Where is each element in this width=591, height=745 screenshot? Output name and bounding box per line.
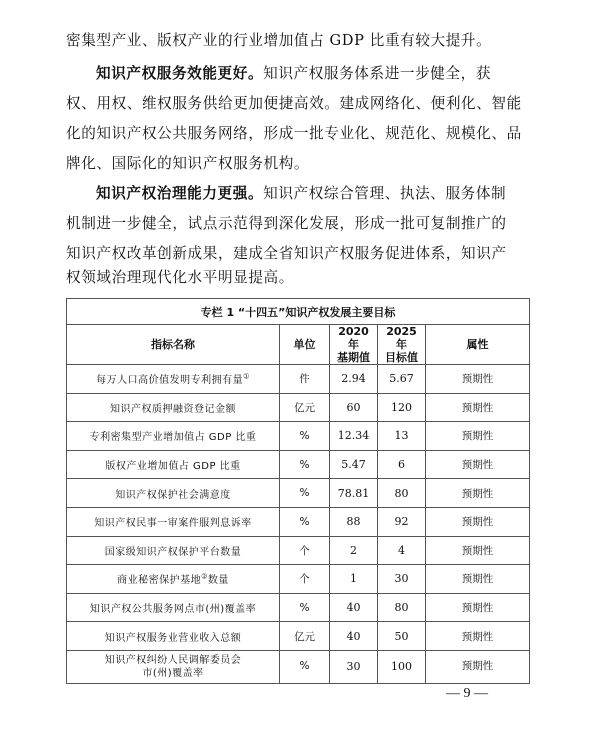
unit-cell: % xyxy=(280,507,330,536)
attribute-cell: 预期性 xyxy=(426,650,530,683)
indicator-name: 知识产权保护社会满意度 xyxy=(67,479,280,508)
header-indicator: 指标名称 xyxy=(67,325,280,365)
table-row xyxy=(67,479,530,508)
indicator-text: 市(州)覆盖率 xyxy=(142,667,204,679)
header-base-value xyxy=(330,325,378,365)
base-value-cell: 88 xyxy=(330,507,378,536)
base-value-cell: 5.47 xyxy=(330,450,378,479)
table-title: 专栏 1 “十四五”知识产权发展主要目标 xyxy=(67,299,530,325)
body-text: 知识产权综合管理、执法、服务体制 xyxy=(263,185,507,202)
indicator-name: 版权产业增加值占 GDP 比重 xyxy=(67,450,280,479)
target-value-cell: 92 xyxy=(378,507,426,536)
table-title-row xyxy=(67,299,530,325)
attribute-cell: 预期性 xyxy=(426,507,530,536)
table-row xyxy=(67,365,530,394)
indicator-name xyxy=(67,650,280,683)
target-value-cell: 6 xyxy=(378,450,426,479)
indicator-name: 专利密集型产业增加值占 GDP 比重 xyxy=(67,422,280,451)
attribute-cell: 预期性 xyxy=(426,422,530,451)
target-value-cell: 13 xyxy=(378,422,426,451)
table-row xyxy=(67,450,530,479)
body-line: 密集型产业、版权产业的行业增加值占 GDP 比重有较大提升。 xyxy=(66,32,492,49)
indicator-name xyxy=(67,365,280,394)
body-line: 知识产权改革创新成果，建成全省知识产权服务促进体系，知识产 xyxy=(66,245,507,262)
indicator-text: 数量 xyxy=(207,575,229,587)
footnote-marker: ① xyxy=(243,372,250,381)
body-text: 知识产权服务体系进一步健全，获 xyxy=(263,65,492,82)
indicator-text: 知识产权纠纷人民调解委员会 xyxy=(104,654,242,666)
indicator-name: 国家级知识产权保护平台数量 xyxy=(67,536,280,565)
table-row xyxy=(67,593,530,622)
indicator-name: 知识产权公共服务网点市(州)覆盖率 xyxy=(67,593,280,622)
table-row xyxy=(67,536,530,565)
indicator-name: 知识产权质押融资登记金额 xyxy=(67,393,280,422)
page-number: — 9 — xyxy=(446,686,488,701)
footnote-marker: ② xyxy=(201,573,208,582)
header-base-year: 2020 年 xyxy=(338,325,369,351)
target-value-cell: 120 xyxy=(378,393,426,422)
unit-cell: % xyxy=(280,450,330,479)
body-line: 权领域治理现代化水平明显提高。 xyxy=(66,269,294,286)
body-line: 机制进一步健全，试点示范得到深化发展，形成一批可复制推广的 xyxy=(66,215,507,232)
unit-cell: 亿元 xyxy=(280,622,330,651)
body-line xyxy=(96,184,506,204)
target-value-cell: 5.67 xyxy=(378,365,426,394)
attribute-cell: 预期性 xyxy=(426,593,530,622)
target-value-cell: 50 xyxy=(378,622,426,651)
base-value-cell: 2.94 xyxy=(330,365,378,394)
base-value-cell: 78.81 xyxy=(330,479,378,508)
target-value-cell: 80 xyxy=(378,479,426,508)
table-header-row xyxy=(67,325,530,365)
indicator-name xyxy=(67,565,280,594)
unit-cell: % xyxy=(280,593,330,622)
unit-cell: % xyxy=(280,650,330,683)
table-row xyxy=(67,507,530,536)
table-row xyxy=(67,650,530,683)
body-line xyxy=(96,64,491,84)
base-value-cell: 1 xyxy=(330,565,378,594)
indicator-text: 每万人口高价值发明专利拥有量 xyxy=(96,375,244,387)
table-row xyxy=(67,622,530,651)
table-row xyxy=(67,422,530,451)
base-value-cell: 30 xyxy=(330,650,378,683)
target-value-cell: 100 xyxy=(378,650,426,683)
header-base-label: 基期值 xyxy=(337,351,370,364)
table-row xyxy=(67,565,530,594)
attribute-cell: 预期性 xyxy=(426,536,530,565)
unit-cell: % xyxy=(280,479,330,508)
target-value-cell: 4 xyxy=(378,536,426,565)
attribute-cell: 预期性 xyxy=(426,479,530,508)
header-target-label: 目标值 xyxy=(385,351,418,364)
unit-cell: 亿元 xyxy=(280,393,330,422)
indicator-text: 商业秘密保护基地 xyxy=(117,575,202,587)
unit-cell: 件 xyxy=(280,365,330,394)
unit-cell: % xyxy=(280,422,330,451)
body-line: 权、用权、维权服务供给更加便捷高效。建成网络化、便利化、智能 xyxy=(66,95,522,112)
indicator-name: 知识产权民事一审案件服判息诉率 xyxy=(67,507,280,536)
indicator-name: 知识产权服务业营业收入总额 xyxy=(67,622,280,651)
attribute-cell: 预期性 xyxy=(426,565,530,594)
header-target-year: 2025 年 xyxy=(386,325,417,351)
target-value-cell: 80 xyxy=(378,593,426,622)
body-line: 化的知识产权公共服务网络，形成一批专业化、规范化、规模化、品 xyxy=(66,125,522,142)
attribute-cell: 预期性 xyxy=(426,450,530,479)
paragraph-heading: 知识产权治理能力更强。 xyxy=(96,185,264,202)
base-value-cell: 12.34 xyxy=(330,422,378,451)
body-line: 牌化、国际化的知识产权服务机构。 xyxy=(66,155,310,172)
attribute-cell: 预期性 xyxy=(426,622,530,651)
base-value-cell: 40 xyxy=(330,593,378,622)
targets-table xyxy=(66,298,530,684)
base-value-cell: 2 xyxy=(330,536,378,565)
unit-cell: 个 xyxy=(280,565,330,594)
header-target-value xyxy=(378,325,426,365)
header-attribute: 属性 xyxy=(426,325,530,365)
target-value-cell: 30 xyxy=(378,565,426,594)
paragraph-heading: 知识产权服务效能更好。 xyxy=(96,65,264,82)
base-value-cell: 60 xyxy=(330,393,378,422)
attribute-cell: 预期性 xyxy=(426,365,530,394)
table-row xyxy=(67,393,530,422)
attribute-cell: 预期性 xyxy=(426,393,530,422)
unit-cell: 个 xyxy=(280,536,330,565)
header-unit: 单位 xyxy=(280,325,330,365)
base-value-cell: 40 xyxy=(330,622,378,651)
